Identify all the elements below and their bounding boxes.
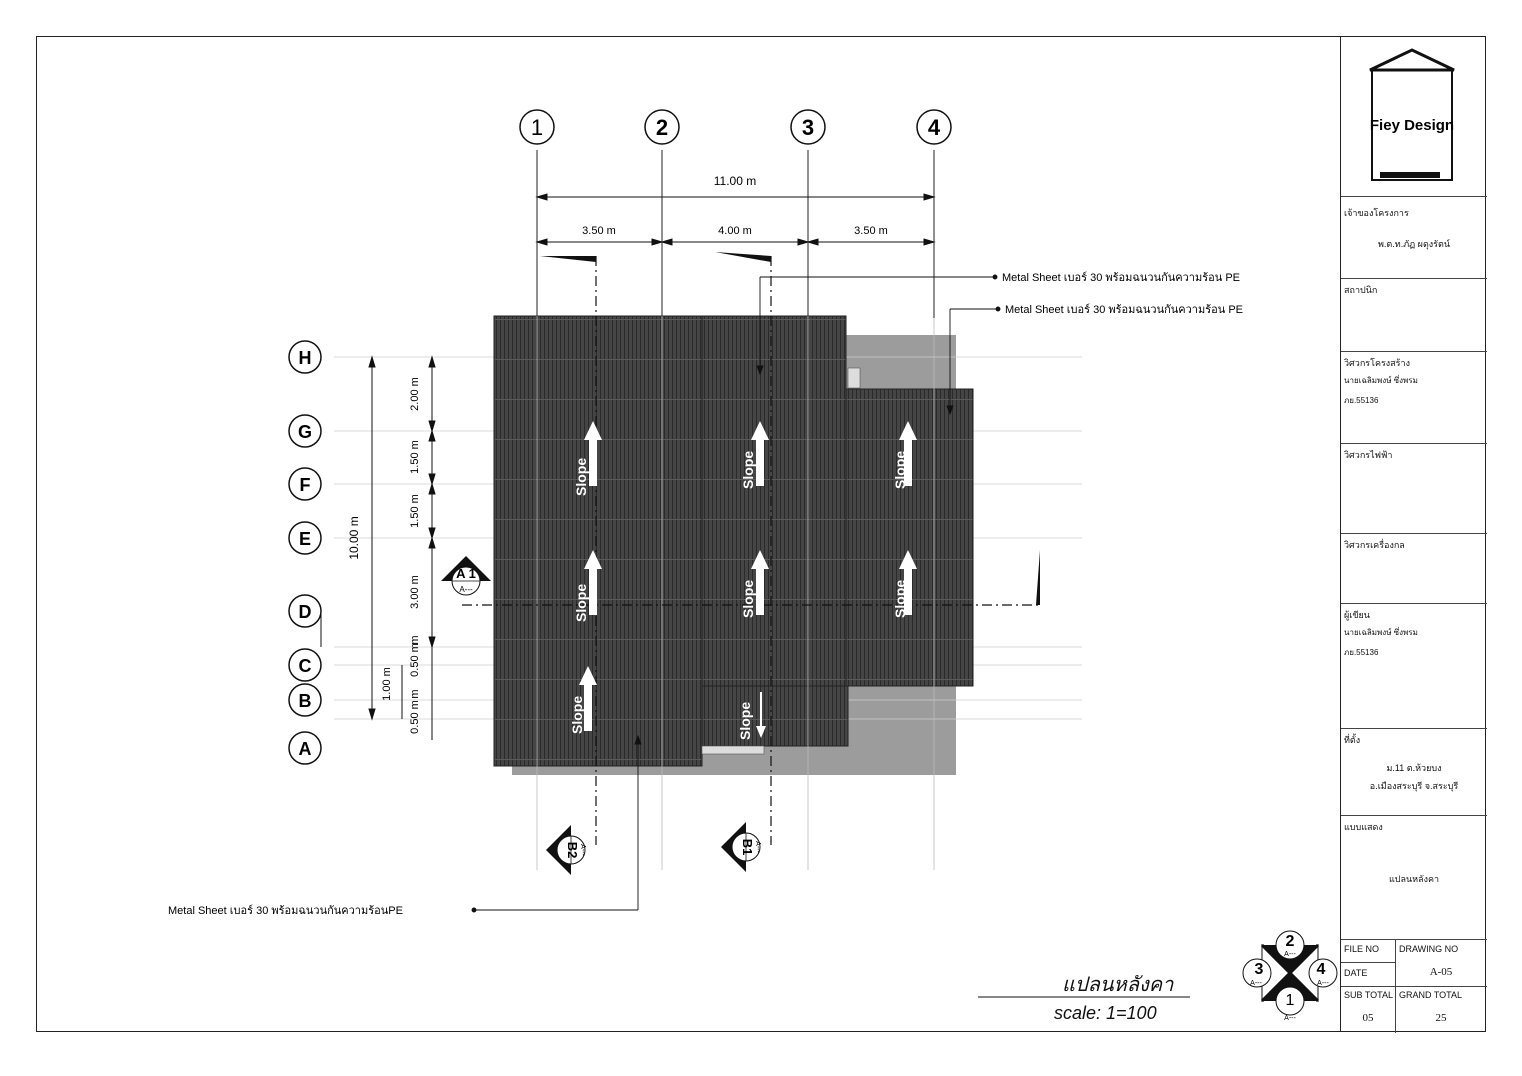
owner-name: พ.ต.ท.ภัฏ ผดุงรัตน์: [1377, 239, 1451, 249]
roof-material-note-2: Metal Sheet เบอร์ 30 พร้อมฉนวนกันความร้อน PE: [1005, 304, 1243, 316]
logo-text: Fiey Design: [1369, 117, 1455, 134]
row-spacing-4: 3.00 m: [409, 575, 421, 609]
roof-material-note-3: Metal Sheet เบอร์ 30 พร้อมฉนวนกันความร้อนPE: [168, 905, 403, 917]
bay-width-1: 3.50 m: [582, 225, 616, 237]
location-label: ที่ตั้ง: [1344, 735, 1361, 745]
section-marker-a1-sub: A---: [459, 585, 473, 594]
date-label: DATE: [1344, 968, 1368, 978]
roof-panel-middle: [702, 316, 846, 686]
location-line-1: ม.11 ต.ห้วยบง: [1386, 763, 1442, 773]
slope-label: Slope: [740, 579, 756, 618]
location-line-2: อ.เมืองสระบุรี จ.สระบุรี: [1369, 781, 1459, 791]
slope-label: Slope: [573, 583, 589, 622]
key-plan-label-top: 2: [1285, 933, 1295, 950]
row-label-d: D: [298, 602, 312, 622]
drawing-title: แปลนหลังคา: [1062, 974, 1174, 996]
slope-label: Slope: [740, 450, 756, 489]
drawing-number: A-05: [1429, 966, 1453, 978]
structural-license: ภย.55136: [1344, 396, 1379, 405]
roof-material-note-1: Metal Sheet เบอร์ 30 พร้อมฉนวนกันความร้อน PE: [1002, 272, 1240, 284]
section-marker-a1-label: A 1: [456, 566, 476, 581]
grand-total-value: 25: [1435, 1012, 1447, 1024]
roof-panel-left: [494, 316, 702, 766]
width-dimension-lines: [537, 194, 934, 245]
sub-spacing-2: m: [409, 635, 421, 645]
mechanical-label: วิศวกรเครื่องกล: [1344, 540, 1405, 550]
row-spacing-6: 0.50 m: [409, 700, 421, 734]
title-block: [1340, 36, 1486, 1032]
drafter-section: [1341, 603, 1487, 728]
sub-spacing-1: 1.00 m: [381, 667, 393, 701]
sheet-section: [1341, 815, 1487, 939]
architect-section: [1341, 278, 1487, 351]
bay-width-3: 3.50 m: [854, 225, 888, 237]
structural-label: วิศวกรโครงสร้าง: [1344, 358, 1410, 368]
sub-spacing-3: m: [409, 689, 421, 699]
row-label-c: C: [298, 656, 312, 676]
row-spacing-1: 2.00 m: [409, 377, 421, 411]
column-label-4: 4: [927, 115, 941, 140]
drawing-no-label: DRAWING NO: [1399, 944, 1459, 954]
column-label-2: 2: [655, 115, 669, 140]
sub-total-value: 05: [1362, 1012, 1374, 1024]
section-marker-b2-label: B2: [565, 841, 580, 859]
roof-panel-middle-lower: [702, 686, 848, 746]
slope-label: Slope: [569, 695, 585, 734]
row-label-f: F: [299, 475, 311, 495]
key-plan-label-bottom: 1: [1285, 992, 1295, 1009]
section-marker-b1-label: B1: [740, 838, 755, 856]
sub-total-label: SUB TOTAL: [1344, 990, 1394, 1000]
slope-label: Slope: [573, 457, 589, 496]
slope-label: Slope: [737, 701, 753, 740]
location-section: [1341, 728, 1487, 815]
key-plan-label-right: 4: [1316, 961, 1326, 978]
slope-label: Slope: [892, 450, 908, 489]
row-label-b: B: [298, 691, 312, 711]
row-spacing-5: 0.50 m: [409, 643, 421, 677]
row-spacing-2: 1.50 m: [409, 440, 421, 474]
structural-section: [1341, 351, 1487, 443]
section-marker-b2-sub: A---: [579, 844, 586, 856]
electrical-label: วิศวกรไฟฟ้า: [1344, 450, 1393, 460]
drafter-name: นายเฉลิมพงษ์ ซึ่งพรม: [1344, 628, 1418, 637]
slope-label: Slope: [892, 579, 908, 618]
drafter-label: ผู้เขียน: [1344, 610, 1370, 620]
overall-width-dimension: 11.00 m: [713, 174, 757, 188]
drawing-info-section: [1341, 939, 1487, 1032]
row-spacing-3: 1.50 m: [409, 494, 421, 528]
row-label-g: G: [297, 422, 313, 442]
drafter-license: ภย.55136: [1344, 648, 1379, 657]
overall-depth-dimension: 10.00 m: [347, 516, 361, 560]
file-no-label: FILE NO: [1344, 944, 1380, 954]
drawing-scale: scale: 1=100: [1054, 1003, 1157, 1023]
row-label-h: H: [298, 348, 312, 368]
column-label-3: 3: [801, 115, 815, 140]
row-label-e: E: [298, 529, 312, 549]
key-plan-sub-bottom: A---: [1284, 1015, 1296, 1022]
electrical-section: [1341, 443, 1487, 533]
depth-dimension-lines: [369, 357, 435, 740]
sheet-name: แปลนหลังคา: [1388, 874, 1440, 884]
key-plan-sub-top: A---: [1284, 951, 1296, 958]
key-plan-sub-left: A---: [1250, 980, 1262, 987]
key-plan-label-left: 3: [1254, 961, 1264, 978]
grand-total-label: GRAND TOTAL: [1399, 990, 1463, 1000]
sheet-label: แบบแสดง: [1344, 822, 1383, 832]
column-label-1: 1: [530, 115, 544, 140]
mechanical-section: [1341, 533, 1487, 603]
structural-engineer-name: นายเฉลิมพงษ์ ซึ่งพรม: [1344, 376, 1418, 385]
vent-detail: [848, 368, 860, 388]
gutter-detail: [702, 746, 764, 754]
section-marker-b1-sub: A---: [754, 841, 761, 853]
bay-width-2: 4.00 m: [718, 225, 752, 237]
owner-section: [1341, 196, 1487, 278]
key-plan-sub-right: A---: [1317, 980, 1329, 987]
architect-label: สถาปนิก: [1344, 285, 1378, 295]
row-label-a: A: [298, 739, 312, 759]
owner-label: เจ้าของโครงการ: [1344, 208, 1409, 218]
